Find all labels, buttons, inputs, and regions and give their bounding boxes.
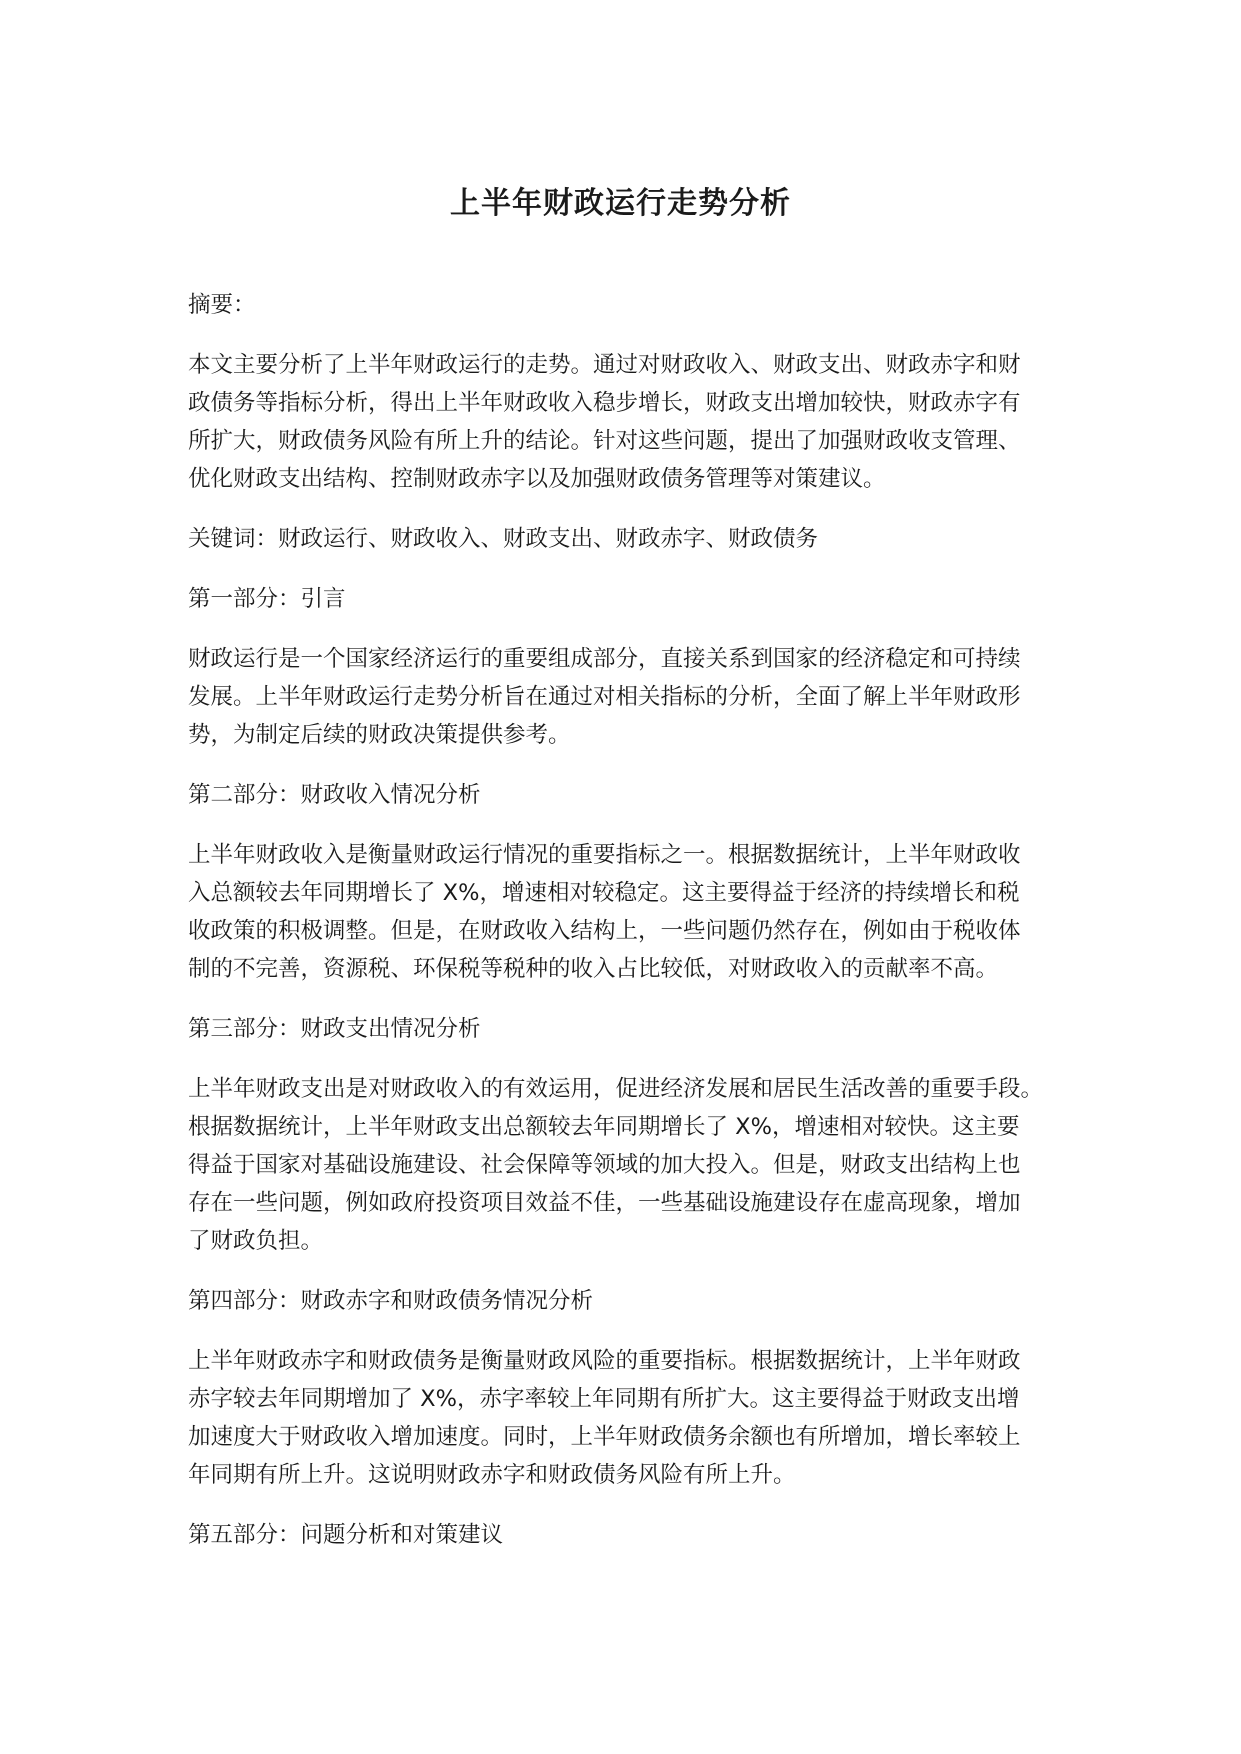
paragraph-line: 加速度大于财政收入增加速度。同时，上半年财政债务余额也有所增加，增长率较上 xyxy=(188,1424,1021,1450)
paragraph-line: 上半年财政赤字和财政债务是衡量财政风险的重要指标。根据数据统计，上半年财政 xyxy=(188,1348,1021,1374)
paragraph-line: 本文主要分析了上半年财政运行的走势。通过对财政收入、财政支出、财政赤字和财 xyxy=(188,352,1021,378)
paragraph-line: 年同期有所上升。这说明财政赤字和财政债务风险有所上升。 xyxy=(188,1462,796,1488)
section-heading-part2: 第二部分：财政收入情况分析 xyxy=(188,782,481,808)
section-paragraph-part3 xyxy=(188,1070,1068,1260)
paragraph-line: 上半年财政收入是衡量财政运行情况的重要指标之一。根据数据统计，上半年财政收 xyxy=(188,842,1021,868)
abstract-paragraph xyxy=(188,346,1068,498)
paragraph-line: 了财政负担。 xyxy=(188,1228,324,1254)
keywords-line: 关键词：财政运行、财政收入、财政支出、财政赤字、财政债务 xyxy=(188,526,819,552)
section-heading-part4: 第四部分：财政赤字和财政债务情况分析 xyxy=(188,1288,594,1314)
section-paragraph-part4 xyxy=(188,1342,1068,1494)
paragraph-line: 根据数据统计，上半年财政支出总额较去年同期增长了 X%，增速相对较快。这主要 xyxy=(188,1114,1020,1140)
paragraph-line: 入总额较去年同期增长了 X%，增速相对较稳定。这主要得益于经济的持续增长和税 xyxy=(188,880,1020,906)
section-paragraph-part1 xyxy=(188,640,1068,754)
paragraph-line: 优化财政支出结构、控制财政赤字以及加强财政债务管理等对策建议。 xyxy=(188,466,886,492)
section-heading-part1: 第一部分：引言 xyxy=(188,586,346,612)
paragraph-line: 政债务等指标分析，得出上半年财政收入稳步增长，财政支出增加较快，财政赤字有 xyxy=(188,390,1021,416)
paragraph-line: 财政运行是一个国家经济运行的重要组成部分，直接关系到国家的经济稳定和可持续 xyxy=(188,646,1021,672)
paragraph-line: 收政策的积极调整。但是，在财政收入结构上，一些问题仍然存在，例如由于税收体 xyxy=(188,918,1021,944)
paragraph-line: 得益于国家对基础设施建设、社会保障等领域的加大投入。但是，财政支出结构上也 xyxy=(188,1152,1021,1178)
section-heading-part5: 第五部分：问题分析和对策建议 xyxy=(188,1522,504,1548)
paragraph-line: 所扩大，财政债务风险有所上升的结论。针对这些问题，提出了加强财政收支管理、 xyxy=(188,428,1021,454)
section-heading-part3: 第三部分：财政支出情况分析 xyxy=(188,1016,481,1042)
section-paragraph-part2 xyxy=(188,836,1068,988)
document-body xyxy=(188,286,1068,1576)
paragraph-line: 势，为制定后续的财政决策提供参考。 xyxy=(188,722,571,748)
paragraph-line: 发展。上半年财政运行走势分析旨在通过对相关指标的分析，全面了解上半年财政形 xyxy=(188,684,1021,710)
abstract-label: 摘要： xyxy=(188,292,256,318)
paragraph-line: 赤字较去年同期增加了 X%，赤字率较上年同期有所扩大。这主要得益于财政支出增 xyxy=(188,1386,1020,1412)
paragraph-line: 存在一些问题，例如政府投资项目效益不佳，一些基础设施建设存在虚高现象，增加 xyxy=(188,1190,1021,1216)
document-title: 上半年财政运行走势分析 xyxy=(450,186,791,221)
paragraph-line: 上半年财政支出是对财政收入的有效运用，促进经济发展和居民生活改善的重要手段。 xyxy=(188,1076,1044,1102)
paragraph-line: 制的不完善，资源税、环保税等税种的收入占比较低，对财政收入的贡献率不高。 xyxy=(188,956,999,982)
